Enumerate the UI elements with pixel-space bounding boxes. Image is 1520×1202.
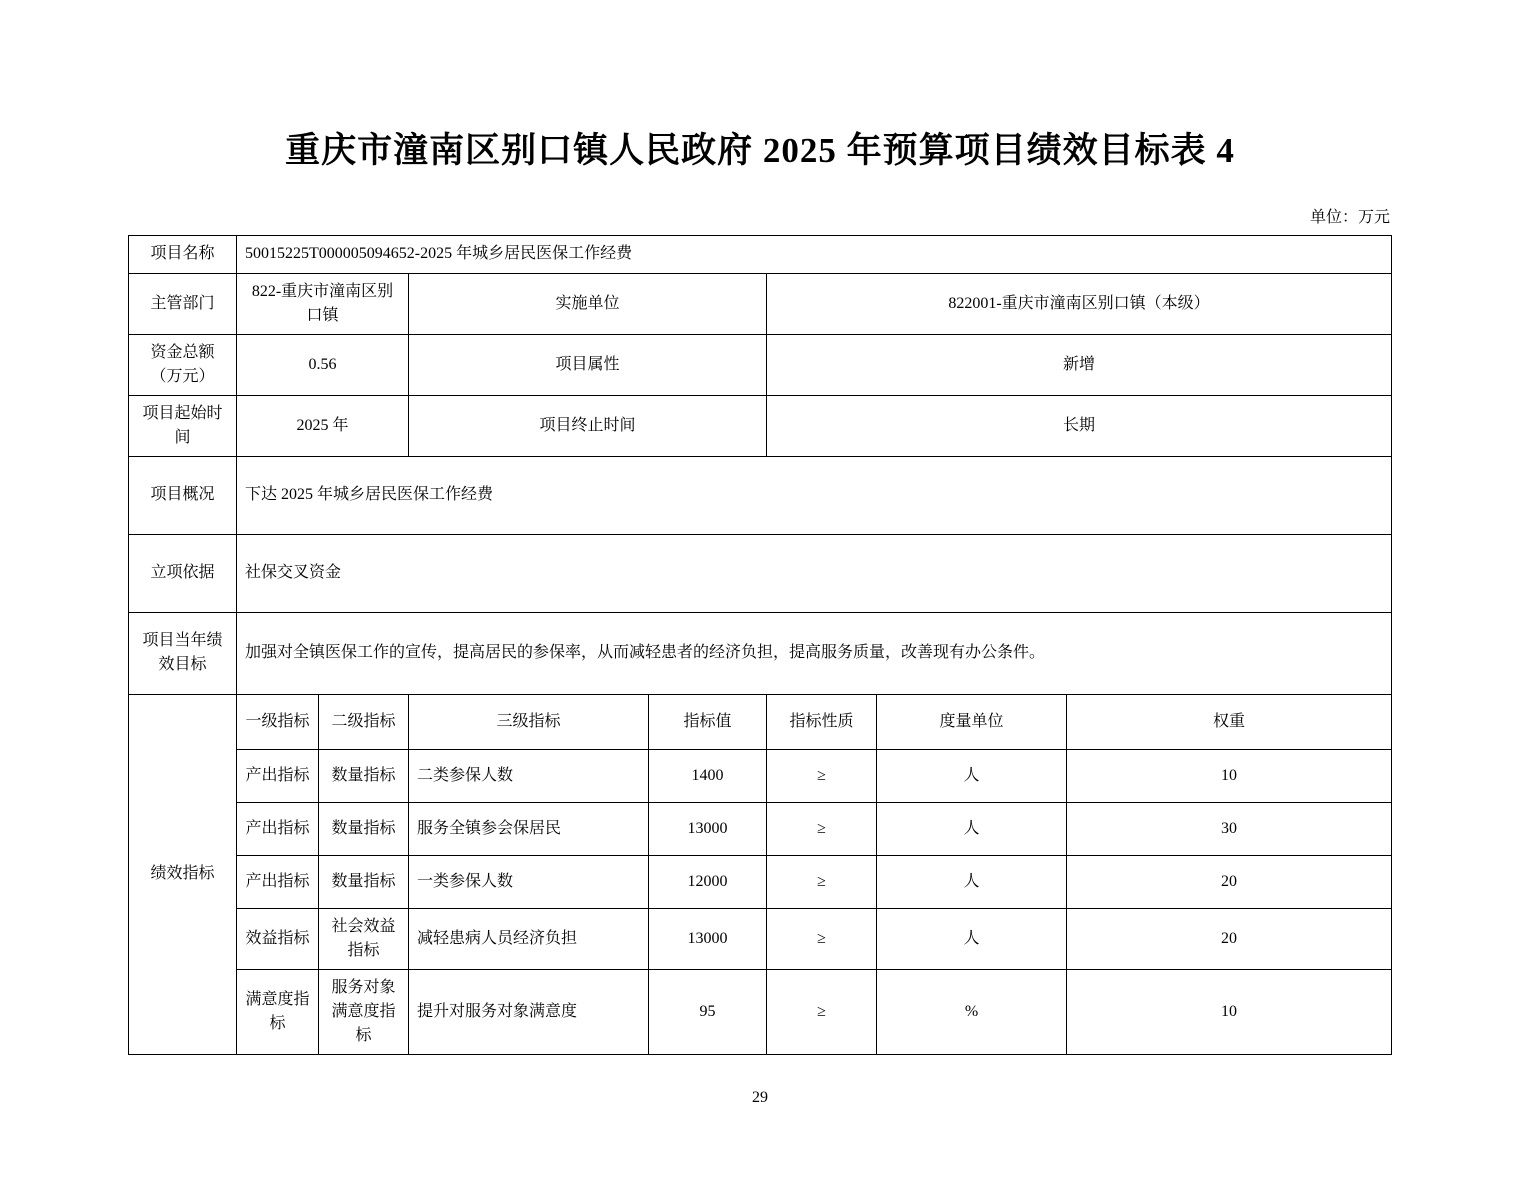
indicator-header-level3: 三级指标 <box>409 694 649 749</box>
overview-label: 项目概况 <box>129 456 237 534</box>
fund-total-label: 资金总额（万元） <box>129 334 237 395</box>
indicator-header-unit: 度量单位 <box>877 694 1067 749</box>
indicator-header-weight: 权重 <box>1067 694 1392 749</box>
indicator-level3: 提升对服务对象满意度 <box>409 969 649 1054</box>
document-page <box>0 128 1520 1202</box>
indicator-weight: 10 <box>1067 749 1392 802</box>
indicator-value: 13000 <box>649 908 767 969</box>
indicator-value: 12000 <box>649 855 767 908</box>
indicator-value: 1400 <box>649 749 767 802</box>
indicator-header-row <box>129 694 1392 749</box>
indicator-level1: 产出指标 <box>237 855 319 908</box>
end-time-value: 长期 <box>767 395 1392 456</box>
indicator-unit: 人 <box>877 749 1067 802</box>
implement-unit-value: 822001-重庆市潼南区别口镇（本级） <box>767 273 1392 334</box>
table-row-period <box>129 395 1392 456</box>
indicator-header-nature: 指标性质 <box>767 694 877 749</box>
indicator-header-level1: 一级指标 <box>237 694 319 749</box>
table-row <box>129 969 1392 1054</box>
project-attribute-value: 新增 <box>767 334 1392 395</box>
table-row <box>129 855 1392 908</box>
table-row-basis <box>129 534 1392 612</box>
indicator-value: 95 <box>649 969 767 1054</box>
table-row-project-name <box>129 235 1392 273</box>
indicator-level1: 产出指标 <box>237 802 319 855</box>
table-row-funding <box>129 334 1392 395</box>
project-name-label: 项目名称 <box>129 235 237 273</box>
indicator-value: 13000 <box>649 802 767 855</box>
table-row-overview <box>129 456 1392 534</box>
fund-total-value: 0.56 <box>237 334 409 395</box>
indicator-unit: 人 <box>877 855 1067 908</box>
indicator-nature: ≥ <box>767 969 877 1054</box>
indicator-level1: 满意度指标 <box>237 969 319 1054</box>
basis-label: 立项依据 <box>129 534 237 612</box>
project-name-value: 50015225T000005094652-2025 年城乡居民医保工作经费 <box>237 235 1392 273</box>
annual-goal-label: 项目当年绩效目标 <box>129 612 237 694</box>
indicator-weight: 30 <box>1067 802 1392 855</box>
indicator-level2: 服务对象满意度指标 <box>319 969 409 1054</box>
indicator-level3: 二类参保人数 <box>409 749 649 802</box>
indicator-level3: 服务全镇参会保居民 <box>409 802 649 855</box>
indicator-unit: 人 <box>877 802 1067 855</box>
start-time-label: 项目起始时间 <box>129 395 237 456</box>
basis-value: 社保交叉资金 <box>237 534 1392 612</box>
annual-goal-value: 加强对全镇医保工作的宣传，提高居民的参保率，从而减轻患者的经济负担，提高服务质量，改善现有办公条件。 <box>237 612 1392 694</box>
indicator-nature: ≥ <box>767 802 877 855</box>
indicator-nature: ≥ <box>767 855 877 908</box>
department-label: 主管部门 <box>129 273 237 334</box>
indicator-weight: 20 <box>1067 908 1392 969</box>
indicator-level2: 数量指标 <box>319 855 409 908</box>
page-title: 重庆市潼南区别口镇人民政府 2025 年预算项目绩效目标表 4 <box>285 131 1235 170</box>
indicator-nature: ≥ <box>767 908 877 969</box>
department-value: 822-重庆市潼南区别口镇 <box>237 273 409 334</box>
indicator-header-value: 指标值 <box>649 694 767 749</box>
indicator-level2: 数量指标 <box>319 802 409 855</box>
indicator-level2: 社会效益指标 <box>319 908 409 969</box>
table-row <box>129 908 1392 969</box>
table-row-annual-goal <box>129 612 1392 694</box>
indicator-unit: % <box>877 969 1067 1054</box>
project-attribute-label: 项目属性 <box>409 334 767 395</box>
performance-target-table <box>128 235 1392 1055</box>
table-row-department <box>129 273 1392 334</box>
implement-unit-label: 实施单位 <box>409 273 767 334</box>
indicator-level1: 效益指标 <box>237 908 319 969</box>
indicator-level1: 产出指标 <box>237 749 319 802</box>
indicator-nature: ≥ <box>767 749 877 802</box>
start-time-value: 2025 年 <box>237 395 409 456</box>
indicator-weight: 20 <box>1067 855 1392 908</box>
unit-note: 单位：万元 <box>1309 208 1390 226</box>
indicator-level3: 减轻患病人员经济负担 <box>409 908 649 969</box>
indicator-header-level2: 二级指标 <box>319 694 409 749</box>
indicator-level3: 一类参保人数 <box>409 855 649 908</box>
page-number: 29 <box>752 1088 768 1106</box>
indicator-section-label: 绩效指标 <box>129 694 237 1054</box>
indicator-unit: 人 <box>877 908 1067 969</box>
end-time-label: 项目终止时间 <box>409 395 767 456</box>
overview-value: 下达 2025 年城乡居民医保工作经费 <box>237 456 1392 534</box>
table-row <box>129 749 1392 802</box>
indicator-weight: 10 <box>1067 969 1392 1054</box>
indicator-level2: 数量指标 <box>319 749 409 802</box>
table-row <box>129 802 1392 855</box>
